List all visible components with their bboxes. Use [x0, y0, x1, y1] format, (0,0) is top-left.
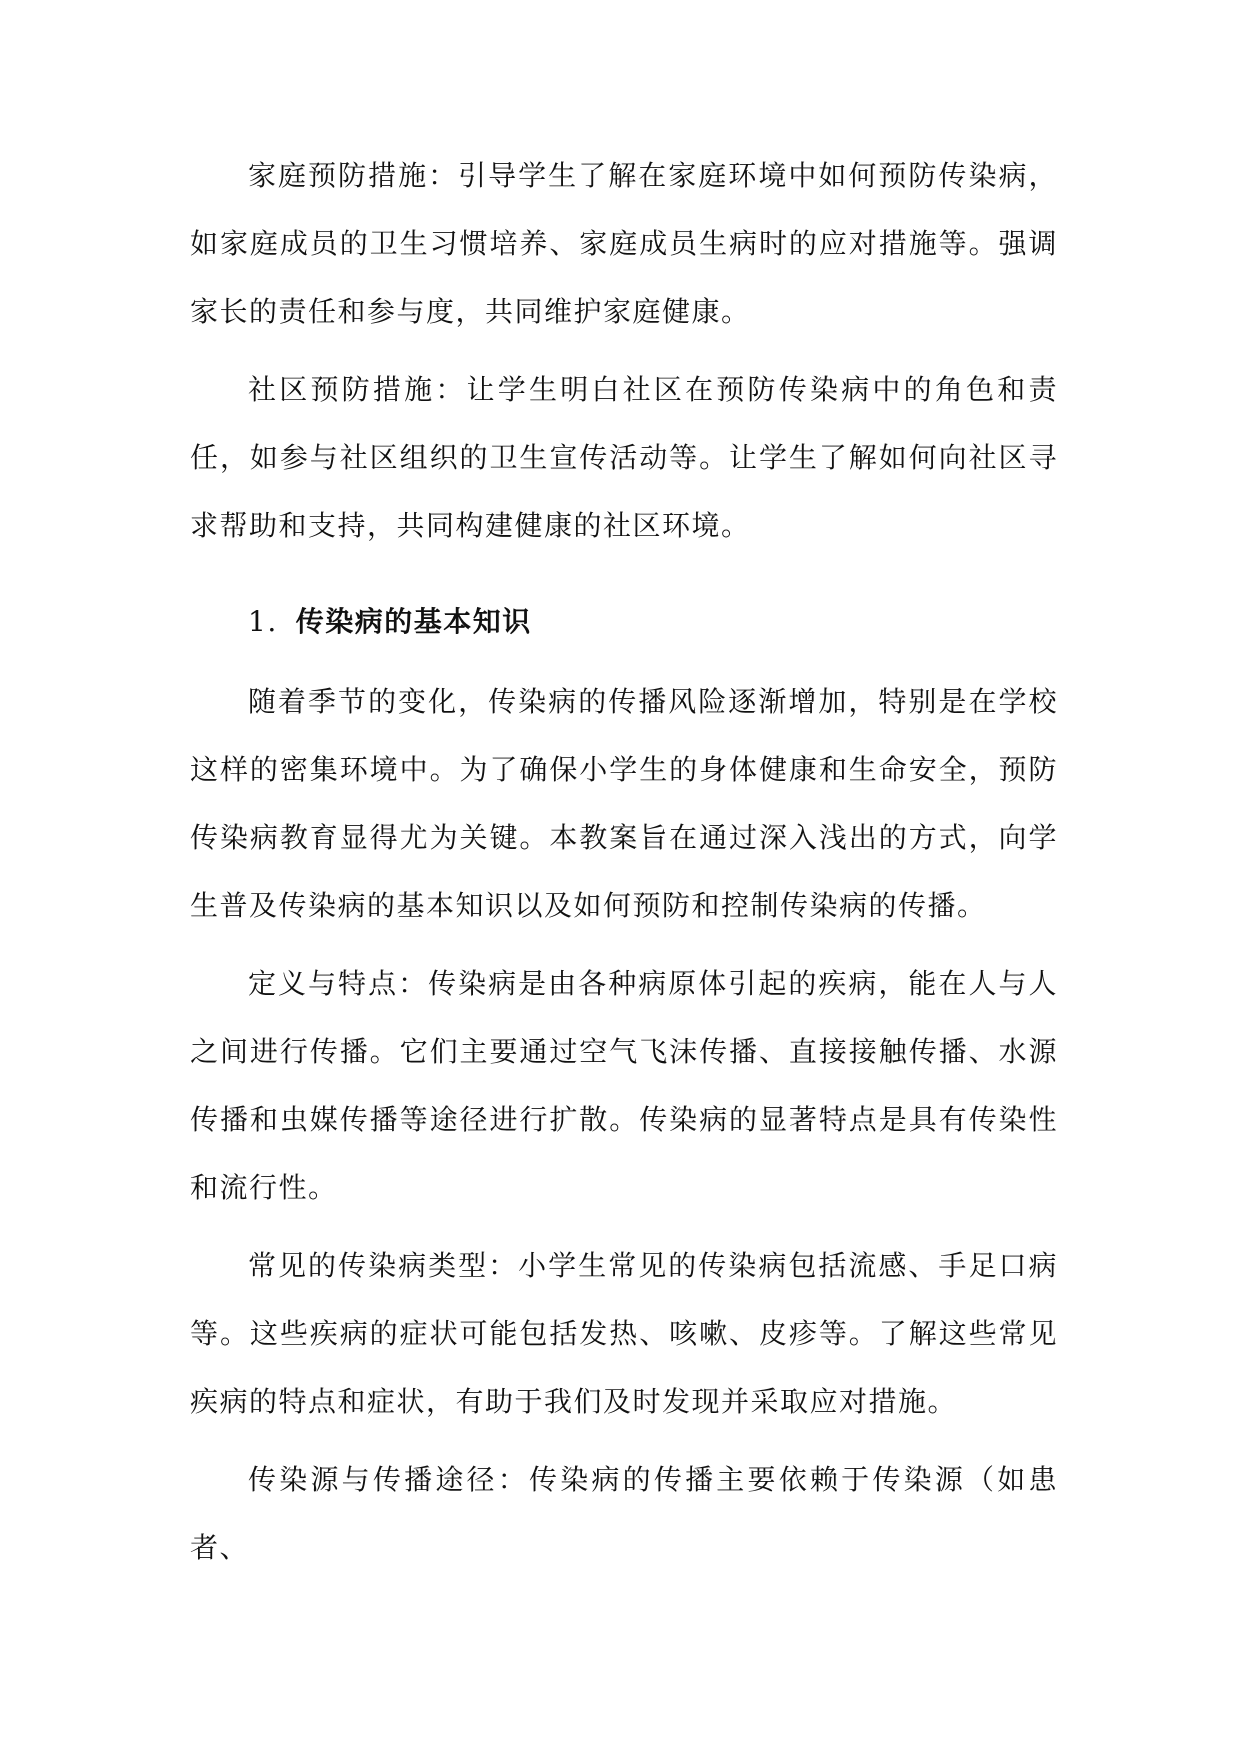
paragraph-community-prevention: 社区预防措施：让学生明白社区在预防传染病中的角色和责任，如参与社区组织的卫生宣传活动等。让学生了解如何向社区寻求帮助和支持，共同构建健康的社区环境。 [190, 373, 1058, 542]
paragraph-introduction: 随着季节的变化，传染病的传播风险逐渐增加，特别是在学校这样的密集环境中。为了确保小学生的身体健康和生命安全，预防传染病教育显得尤为关键。本教案旨在通过深入浅出的方式，向学生普及传染病的基本知识以及如何预防和控制传染病的传播。 [190, 685, 1058, 922]
paragraph-common-types: 常见的传染病类型：小学生常见的传染病包括流感、手足口病等。这些疾病的症状可能包括发热、咳嗽、皮疹等。了解这些常见疾病的特点和症状，有助于我们及时发现并采取应对措施。 [190, 1249, 1058, 1418]
paragraph-family-prevention: 家庭预防措施：引导学生了解在家庭环境中如何预防传染病，如家庭成员的卫生习惯培养、家庭成员生病时的应对措施等。强调家长的责任和参与度，共同维护家庭健康。 [190, 159, 1058, 328]
paragraph-definition: 定义与特点：传染病是由各种病原体引起的疾病，能在人与人之间进行传播。它们主要通过空气飞沫传播、直接接触传播、水源传播和虫媒传播等途径进行扩散。传染病的显著特点是具有传染性和流行性。 [190, 967, 1058, 1204]
section-title: 传染病的基本知识 [295, 605, 532, 638]
paragraph-transmission: 传染源与传播途径：传染病的传播主要依赖于传染源（如患者、 [190, 1463, 1058, 1564]
section-heading [190, 588, 1058, 656]
document-body [190, 142, 1058, 1582]
section-number: 1. [248, 605, 278, 638]
